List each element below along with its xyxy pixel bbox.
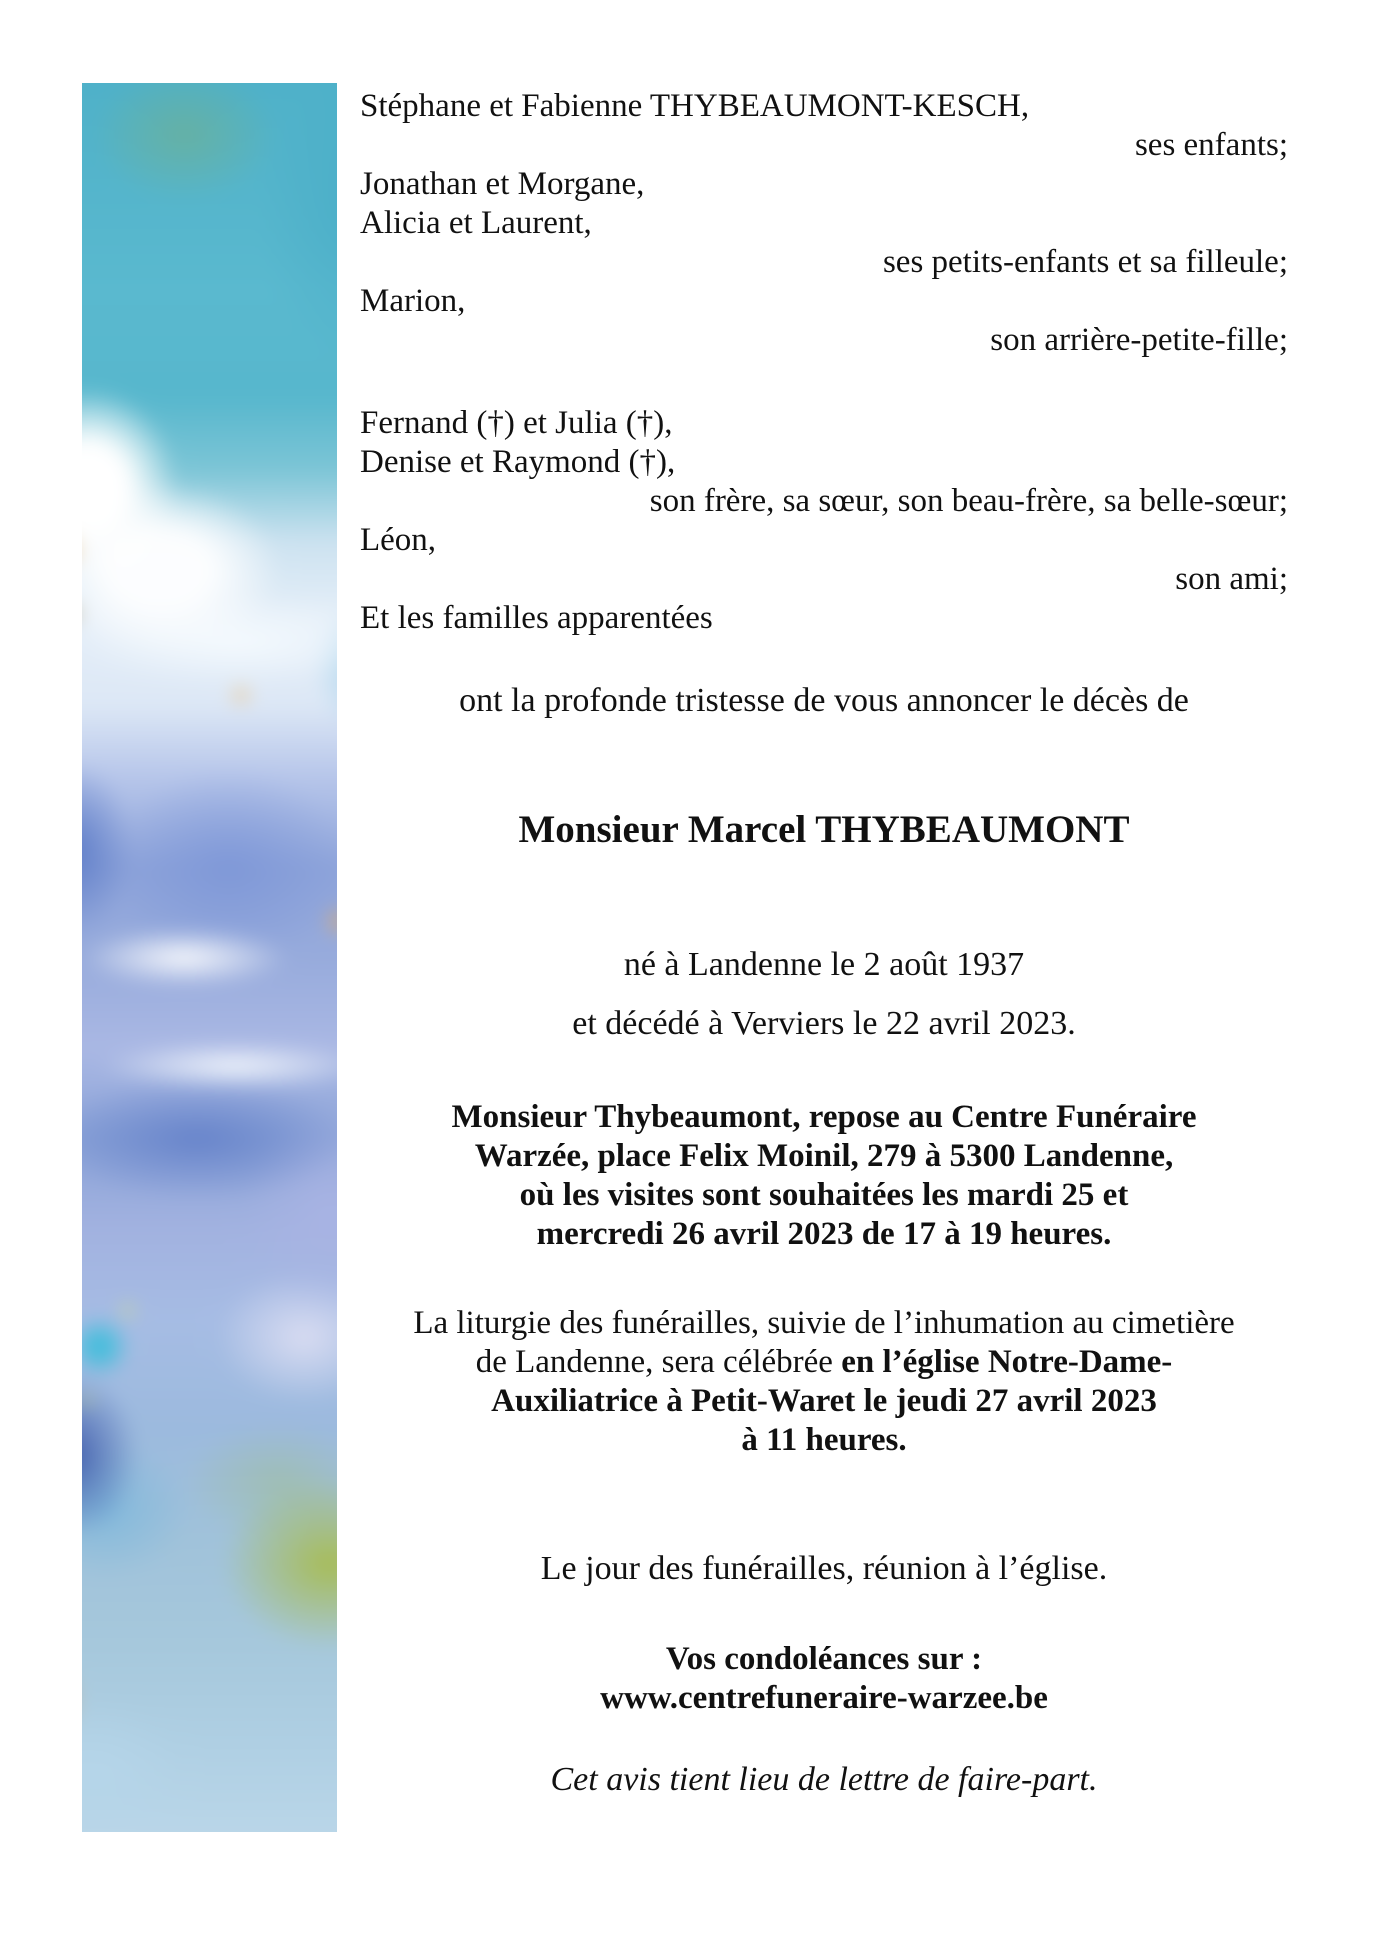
meeting-line: Le jour des funérailles, réunion à l’église.: [540, 1550, 1108, 1587]
family-line: Marion,: [360, 283, 466, 319]
relation-line: son arrière-petite-fille;: [990, 322, 1288, 358]
repose-line: où les visites sont souhaitées les mardi 25 et: [519, 1177, 1129, 1213]
liturgy-line: [360, 1343, 1288, 1382]
liturgy-line: Auxiliatrice à Petit-Waret le jeudi 27 avril 2023: [491, 1383, 1157, 1419]
notice-line: Cet avis tient lieu de lettre de faire-part.: [550, 1761, 1098, 1798]
announcement-line: ont la profonde tristesse de vous annoncer le décès de: [459, 682, 1189, 719]
relation-line: son frère, sa sœur, son beau-frère, sa belle-sœur;: [649, 483, 1288, 519]
relation-line: son ami;: [1175, 561, 1288, 597]
liturgy-paragraph: [360, 1304, 1288, 1460]
repose-paragraph: [360, 1098, 1288, 1254]
liturgy-line: à 11 heures.: [741, 1422, 907, 1458]
repose-line: Warzée, place Felix Moinil, 279 à 5300 Landenne,: [474, 1138, 1174, 1174]
family-line: Et les familles apparentées: [360, 600, 713, 636]
death-line: et décédé à Verviers le 22 avril 2023.: [572, 1005, 1076, 1042]
flower-photo: [82, 83, 337, 1832]
deceased-name: Monsieur Marcel THYBEAUMONT: [518, 808, 1130, 851]
family-line: Fernand (†) et Julia (†),: [360, 405, 673, 441]
family-line: Léon,: [360, 522, 437, 558]
liturgy-line: La liturgie des funérailles, suivie de l’inhumation au cimetière: [413, 1305, 1235, 1341]
family-line: Denise et Raymond (†),: [360, 444, 676, 480]
repose-line: mercredi 26 avril 2023 de 17 à 19 heures.: [536, 1216, 1112, 1252]
liturgy-line-bold-part: en l’église Notre-Dame-: [841, 1344, 1173, 1380]
family-group-siblings: [360, 404, 1288, 638]
family-line: Stéphane et Fabienne THYBEAUMONT-KESCH,: [360, 88, 1030, 124]
birth-line: né à Landenne le 2 août 1937: [623, 946, 1025, 983]
family-line: Alicia et Laurent,: [360, 205, 592, 241]
family-group-children: [360, 87, 1288, 360]
flower-photo-blur-layer: [82, 83, 337, 1832]
condolences-label: Vos condoléances sur :: [665, 1641, 983, 1677]
condolences-url: www.centrefuneraire-warzee.be: [600, 1680, 1048, 1716]
condolences-block: [360, 1640, 1288, 1718]
liturgy-line-normal-part: de Landenne, sera célébrée: [475, 1344, 842, 1380]
relation-line: ses enfants;: [1134, 127, 1288, 163]
family-line: Jonathan et Morgane,: [360, 166, 645, 202]
repose-line: Monsieur Thybeaumont, repose au Centre Funéraire: [451, 1099, 1197, 1135]
relation-line: ses petits-enfants et sa filleule;: [882, 244, 1288, 280]
